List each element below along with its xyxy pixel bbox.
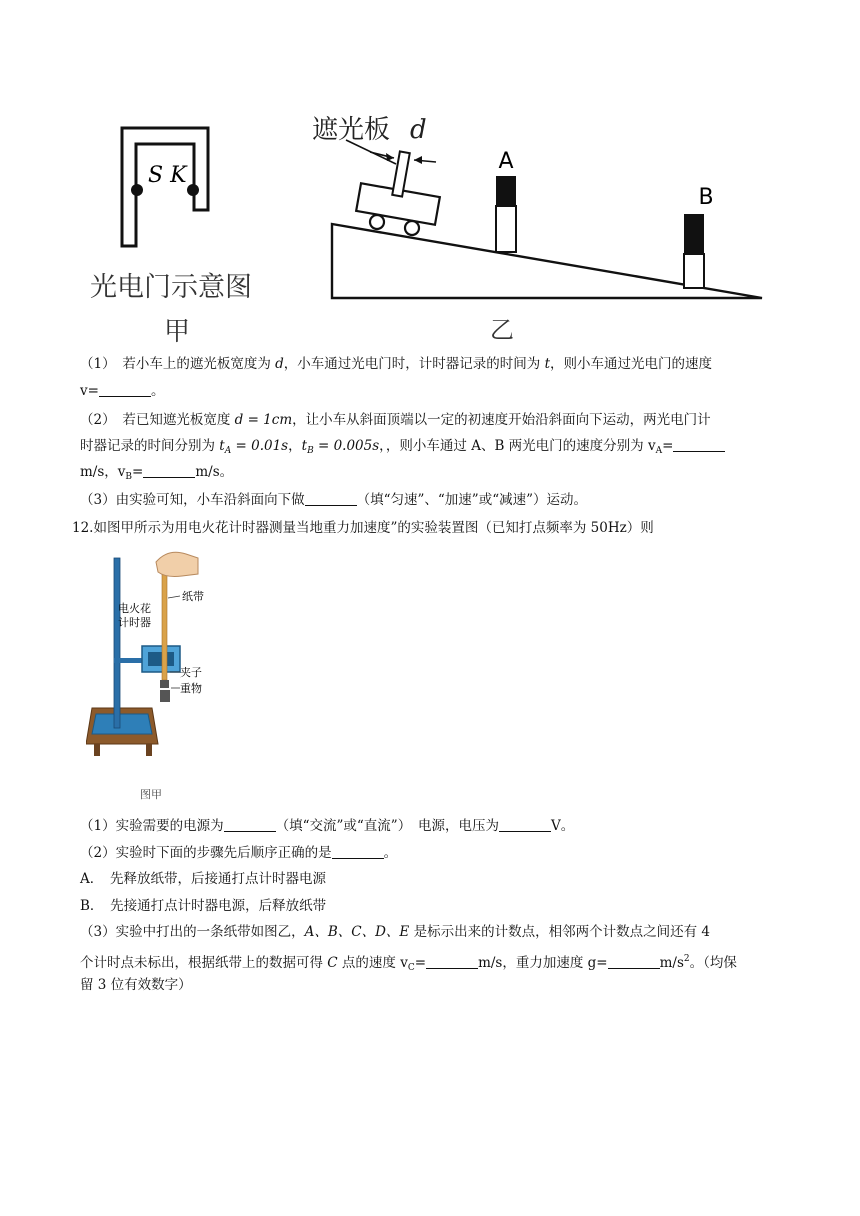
hand [156,552,198,576]
paper-tape-label: 纸带 [182,590,204,603]
answer-blank[interactable] [305,491,357,506]
photogate-a [496,176,516,252]
q11-part1-line2: v= 。 [80,383,165,399]
answer-blank[interactable] [332,844,384,859]
photogate-diagram [86,118,276,348]
weight-label: 重物 [180,682,202,695]
figure-caption: 图甲 [140,788,162,801]
q11-part2-line1: （2） 若已知遮光板宽度 d = 1cm，让小车从斜面顶端以一定的初速度开始沿斜面向下运动，两光电门计 [80,412,711,428]
photogate-receiver [187,184,199,196]
photogate-sk-letters: S K [148,163,187,188]
q12-option-b[interactable]: B． 先接通打点计时器电源，后释放纸带 [80,898,327,914]
q12-part3-line1: （3）实验中打出的一条纸带如图乙，A、B、C、D、E 是标示出来的计数点，相邻两个计数点之间还有 4 [80,924,710,940]
timer-label-1: 电火花 [118,602,151,615]
answer-blank[interactable] [426,954,478,969]
answer-blank[interactable] [224,817,276,832]
q11-part2-line3: m/s，$v_B= m/s$。 [80,464,234,482]
photogate-emitter [131,184,143,196]
clip-label: 夹子 [180,666,202,679]
photogate-b [684,214,704,288]
q12-part3-line2: 个计时点未标出，根据纸带上的数据可得 C 点的速度 $v_C= m/s$，重力加速度 $g= m/s^2$。（均保 [80,954,737,973]
timer-label-2: 计时器 [118,616,151,629]
stand-base [92,714,152,734]
answer-blank[interactable] [99,382,151,397]
light-shield-label: 遮光板 [312,115,391,145]
stand-rod [114,558,120,728]
answer-blank[interactable] [499,817,551,832]
spark-timer-apparatus [86,548,256,806]
figure-yi-label: 乙 [490,316,514,344]
q11-part2-line2: 时器记录的时间分别为 $t_A = 0.01s$，$t_B = 0.005s$，，则小车通过 A、B 两光电门的速度分别为 $v_A=$ [80,436,725,461]
q12-part1: （1）实验需要的电源为 （填“交流”或“直流”） 电源，电压为 V。 [80,818,575,834]
q11-part1-line1: （1） 若小车上的遮光板宽度为 d，小车通过光电门时，计时器记录的时间为 t，则小车通过光电门的速度 [80,356,713,372]
cart [356,151,440,235]
answer-blank[interactable] [143,463,195,478]
answer-blank[interactable] [673,437,725,452]
photogate-a-label: A [498,149,514,174]
q12-option-a[interactable]: A． 先释放纸带，后接通打点计时器电源 [80,871,326,887]
weight [160,690,170,702]
photogate-title: 光电门示意图 [90,272,252,303]
q12-part3-line3: 留 3 位有效数字） [80,977,192,993]
light-shield-plate [392,151,409,196]
answer-blank[interactable] [608,954,660,969]
clip [160,680,169,688]
paper-tape [162,568,167,680]
q11-part3: （3）由实验可知，小车沿斜面向下做 （填“匀速”、“加速”或“减速”）运动。 [80,492,588,508]
q12-stem: 12.如图甲所示为用电火花计时器测量当地重力加速度”的实验装置图（已知打点频率为 50Hz）则 [72,520,654,536]
d-width-label: d [410,115,427,145]
figure-jia-label: 甲 [164,317,191,347]
photogate-b-label: B [698,185,714,210]
q12-part2: （2）实验时下面的步骤先后顺序正确的是 。 [80,845,398,861]
incline-diagram [300,106,775,346]
